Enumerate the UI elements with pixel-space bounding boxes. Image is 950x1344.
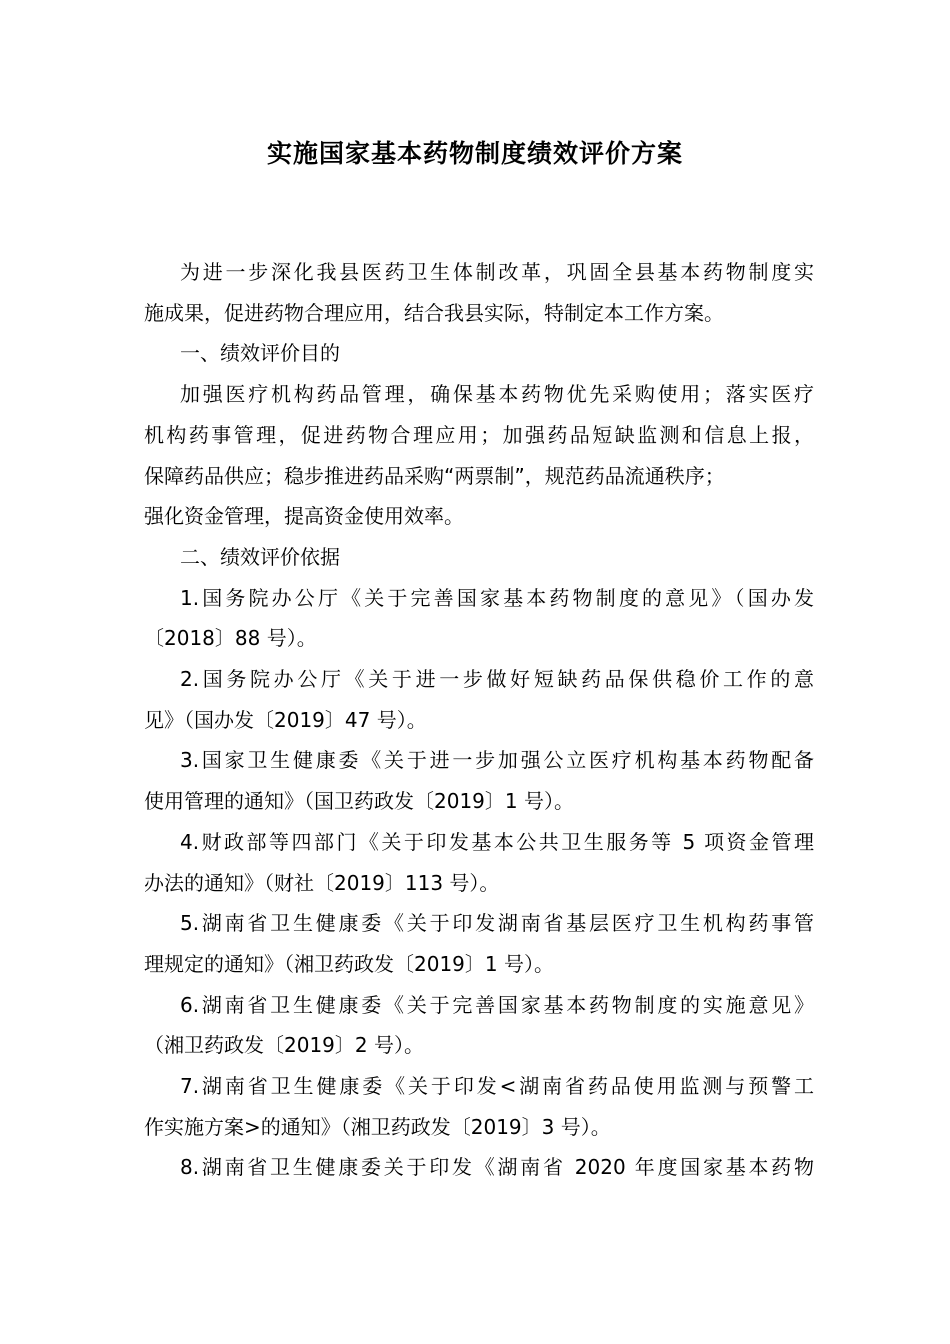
basis-item-5 — [144, 903, 814, 984]
paragraph-purpose — [144, 374, 814, 537]
text-line: 8.湖南省卫生健康委关于印发《湖南省 2020 年度国家基本药物 — [180, 1155, 814, 1180]
text-line: 施成果，促进药物合理应用，结合我县实际，特制定本工作方案。 — [144, 300, 724, 325]
text-line: 为进一步深化我县医药卫生体制改革，巩固全县基本药物制度实 — [180, 260, 814, 284]
document-body — [144, 252, 814, 1188]
basis-item-3 — [144, 740, 814, 821]
text-line: 二、绩效评价依据 — [180, 544, 340, 569]
section-heading-purpose — [144, 333, 814, 374]
basis-item-7 — [144, 1066, 814, 1147]
basis-item-1 — [144, 578, 814, 659]
text-line: 7.湖南省卫生健康委《关于印发<湖南省药品使用监测与预警工 — [180, 1074, 814, 1099]
text-line: （湘卫药政发〔2019〕2 号）。 — [144, 1033, 424, 1058]
text-line: 作实施方案>的通知》（湘卫药政发〔2019〕3 号）。 — [144, 1114, 611, 1139]
text-line: 〔2018〕88 号）。 — [144, 626, 317, 651]
basis-item-8 — [144, 1147, 814, 1188]
text-line: 1.国务院办公厅《关于完善国家基本药物制度的意见》（国办发 — [180, 585, 814, 610]
text-line: 一、绩效评价目的 — [180, 341, 340, 366]
text-line: 加强医疗机构药品管理，确保基本药物优先采购使用；落实医疗 — [180, 382, 814, 407]
text-line: 办法的通知》（财社〔2019〕113 号）。 — [144, 870, 500, 895]
basis-item-2 — [144, 659, 814, 740]
text-line: 6.湖南省卫生健康委《关于完善国家基本药物制度的实施意见》 — [180, 992, 814, 1017]
text-line: 保障药品供应；稳步推进药品采购“两票制”，规范药品流通秩序； — [144, 463, 725, 488]
text-line: 见》（国办发〔2019〕47 号）。 — [144, 707, 427, 732]
basis-item-6 — [144, 985, 814, 1066]
text-line: 使用管理的通知》（国卫药政发〔2019〕1 号）。 — [144, 789, 574, 814]
text-line: 4.财政部等四部门《关于印发基本公共卫生服务等 5 项资金管理 — [180, 829, 814, 854]
basis-item-4 — [144, 822, 814, 903]
section-heading-basis — [144, 537, 814, 578]
text-line: 3.国家卫生健康委《关于进一步加强公立医疗机构基本药物配备 — [180, 748, 814, 773]
text-line: 理规定的通知》（湘卫药政发〔2019〕1 号）。 — [144, 951, 554, 976]
text-line: 机构药事管理，促进药物合理应用；加强药品短缺监测和信息上报， — [144, 422, 814, 447]
text-line: 5.湖南省卫生健康委《关于印发湖南省基层医疗卫生机构药事管 — [180, 911, 814, 936]
text-line: 强化资金管理，提高资金使用效率。 — [144, 504, 464, 529]
paragraph-intro — [144, 252, 814, 333]
text-line: 2.国务院办公厅《关于进一步做好短缺药品保供稳价工作的意 — [180, 667, 814, 692]
document-title: 实施国家基本药物制度绩效评价方案 — [266, 139, 683, 168]
